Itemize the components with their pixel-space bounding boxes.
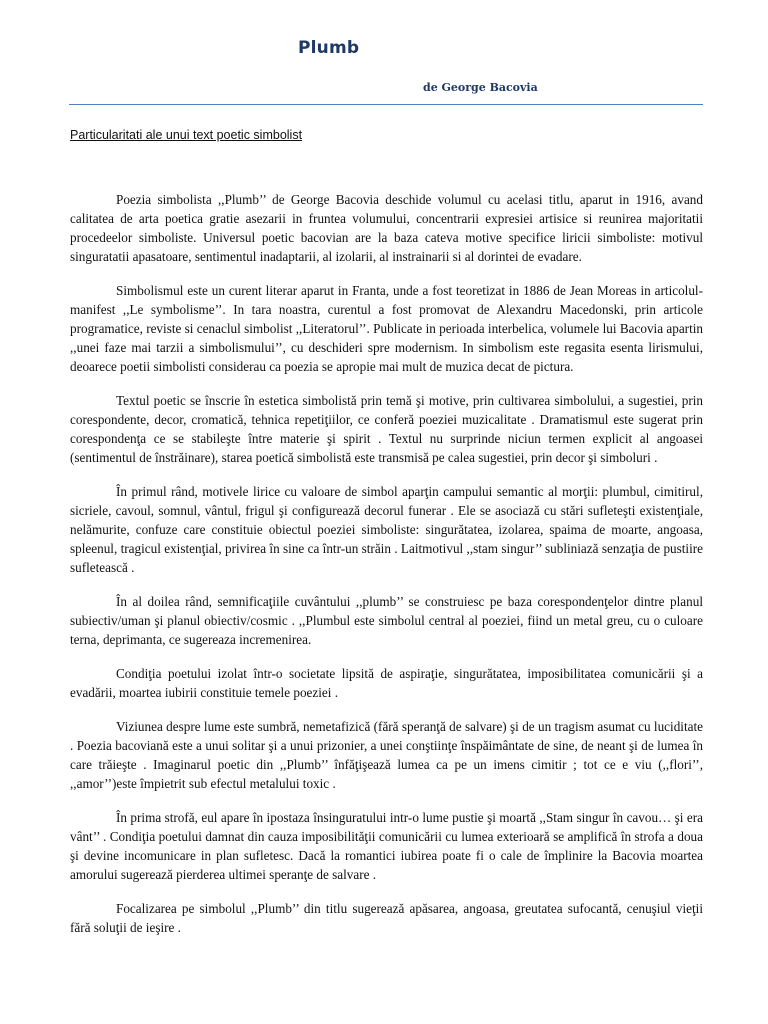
paragraph: Poezia simbolista ,,Plumb’’ de George Bacovia deschide volumul cu acelasi titlu, aparut in 1916, avand calitatea de arta poetica gratie asezarii in fruntea volumului, concentrarii expresiei artisice si reunirea majoritatii procedeelor simboliste. Universul poetic bacovian are la baza cateva motive specifice liricii simboliste: motivul singuratatii apasatoare, sentimentul inadaptarii, al izolarii, al instrainarii si al dorintei de evadare. [70, 192, 703, 264]
paragraph: În primul rând, motivele lirice cu valoare de simbol aparţin campului semantic al morţii: plumbul, cimitirul, sicriele, cavoul, somnul, vântul, frigul şi configurează decorul funerar . Ele se asociază cu stări sufleteşti existenţiale, nelămurite, confuze care constituie obiectul poeziei simboliste: singurătatea, izolarea, spaima de moarte, angoasa, spleenul, tragicul existenţial, privirea în sine ca într-un străin . Laitmotivul ,,stam singur’’ subliniază senzaţia de pustiire sufletească . [70, 484, 703, 575]
paragraph: Textul poetic se înscrie în estetica simbolistă prin temă şi motive, prin cultivarea simbolului, a sugestiei, prin corespondente, decor, cromatică, tehnica repetiţiilor, ce conferă poeziei muzicalitate . Dramatismul este sugerat prin corespondenţa ce se stabileşte între materie şi spirit . Textul nu surprinde niciun termen explicit al angoasei (sentimentul de înstrăinare), starea poetică simbolistă este transmisă pe calea sugestiei, prin decor şi simboluri . [70, 393, 703, 465]
paragraph: În al doilea rând, semnificaţiile cuvântului ,,plumb’’ se construiesc pe baza corespondenţelor dintre planul subiectiv/uman şi planul obiectiv/cosmic . ,,Plumbul este simbolul central al poeziei, fiind un metal greu, cu o culoare terna, deprimanta, ce sugereaza incremenirea. [70, 594, 703, 647]
header-divider [69, 104, 703, 105]
main-document-paragraphs [70, 190, 703, 952]
section-subtitle: Particularitati ale unui text poetic simbolist [70, 128, 303, 142]
paragraph: Simbolismul este un curent literar aparut in Franta, unde a fost teoretizat in 1886 de Jean Moreas in articolul-manifest ,,Le symbolisme’’. In tara noastra, curentul a fost promovat de Alexandru Macedonski, prin articole programatice, reviste si cenaclul simbolist ,,Literatorul’’. Publicate in perioada interbelica, volumele lui Bacovia apartin ,,unei faze mai tarzii a simbolismului’’, cu deschideri spre modernism. In simbolism este regasita esenta lirismului, deoarece poetii simbolisti considerau ca poezia se apropie mai mult de muzica decat de pictura. [70, 283, 703, 374]
paragraph: Focalizarea pe simbolul ,,Plumb’’ din titlu sugerează apăsarea, angoasa, greutatea sufocantă, cenuşiul vieţii fără soluţii de ieşire . [70, 901, 703, 935]
paragraph: În prima strofă, eul apare în ipostaza însinguratului intr-o lume pustie şi moartă ,,Stam singur în cavou… şi era vânt’’ . Condiţia poetului damnat din cauza imposibilităţii comunicării cu lumea exterioară se amplifică în strofa a doua şi devine incomunicare in plan sufletesc. Dacă la romantici iubirea poate fi o cale de împlinire la Bacovia moartea amorului sugerează pierderea ultimei speranţe de salvare . [70, 810, 703, 882]
paragraph: Viziunea despre lume este sumbră, nemetafizică (fără speranţă de salvare) şi de un tragism asumat cu luciditate . Poezia bacoviană este a unui solitar şi a unui prizonier, a unei conştiinţe înspăimântate de sine, de neant şi de lumea în care trăieşte . Imaginarul poetic din ,,Plumb’’ înfăţişează lumea ca pe un imens cimitir ; tot ce e viu (,,flori’’, ,,amor’’)este împietrit sub efectul metalului toxic . [70, 719, 703, 791]
page-title: Plumb [298, 38, 360, 58]
paragraph: Condiţia poetului izolat într-o societate lipsită de aspiraţie, singurătatea, imposibilitatea comunicării şi a evadării, moartea iubirii constituie temele poeziei . [70, 666, 703, 700]
author-line: de George Bacovia [423, 81, 538, 94]
